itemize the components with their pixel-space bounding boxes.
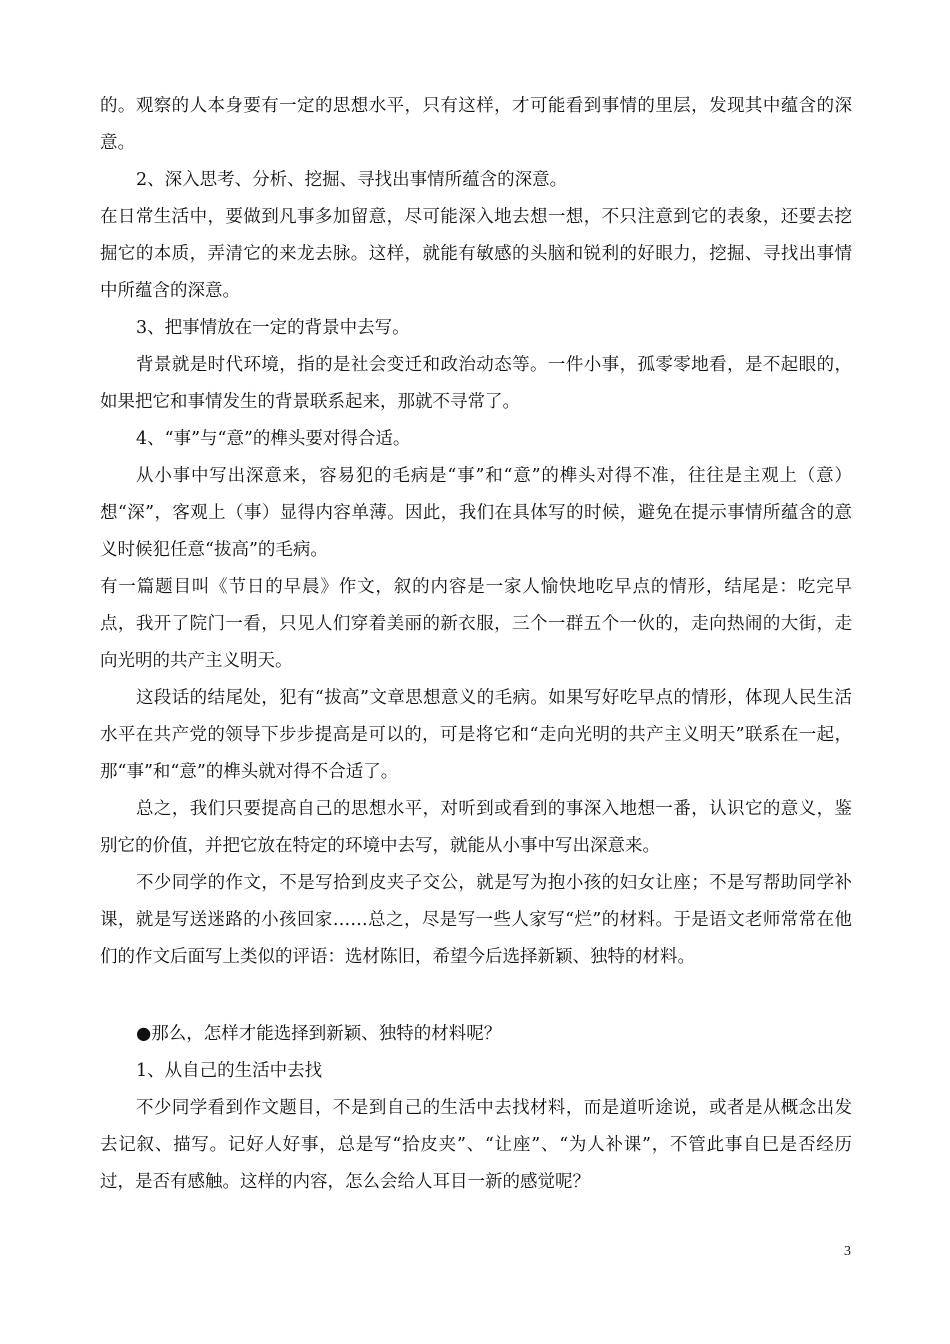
document-body [100,88,852,1201]
paragraph-background: 背景就是时代环境，指的是社会变迁和政治动态等。一件小事，孤零零地看，是不起眼的，如果把它和事情发生的背景联系起来，那就不寻常了。 [100,355,852,412]
heading-question: ●那么，怎样才能选择到新颖、独特的材料呢？ [136,1024,502,1044]
heading-point-3: 3、把事情放在一定的背景中去写。 [136,318,410,338]
paragraph-old-materials: 不少同学的作文，不是写拾到皮夹子交公，就是写为抱小孩的妇女让座；不是写帮助同学补课，就是写送迷路的小孩回家……总之，尽是写一些人家写“烂”的材料。于是语文老师常常在他们的作文后面写上类似的评语：选材陈旧，希望今后选择新颖、独特的材料。 [100,873,852,967]
paragraph-hearsay: 不少同学看到作文题目，不是到自己的生活中去找材料，而是道听途说，或者是从概念出发去记叙、描写。记好人好事，总是写“拾皮夹”、“让座”、“为人补课”，不管此事自巳是否经历过，是否有感触。这样的内容，怎么会给人耳目一新的感觉呢？ [100,1098,852,1192]
heading-point-2: 2、深入思考、分析、挖掘、寻找出事情所蕴含的深意。 [136,170,568,190]
paragraph-summary: 总之，我们只要提高自己的思想水平，对听到或看到的事深入地想一番，认识它的意义，鉴别它的价值，并把它放在特定的环境中去写，就能从小事中写出深意来。 [100,799,852,856]
paragraph-observation-end: 的。观察的人本身要有一定的思想水平，只有这样，才可能看到事情的里层，发现其中蕴含的深意。 [100,96,852,153]
paragraph-daily-life: 在日常生活中，要做到凡事多加留意，尽可能深入地去想一想，不只注意到它的表象，还要去挖掘它的本质，弄清它的来龙去脉。这样，就能有敏感的头脑和锐利的好眼力，挖掘、寻找出事情中所蕴含的深意。 [100,207,852,301]
heading-point-1-own-life: 1、从自己的生活中去找 [136,1061,323,1081]
paragraph-example-essay: 有一篇题目叫《节日的早晨》作文，叙的内容是一家人愉快地吃早点的情形，结尾是：吃完早点，我开了院门一看，只见人们穿着美丽的新衣服，三个一群五个一伙的，走向热闹的大街，走向光明的共产主义明天。 [100,577,852,671]
paragraph-example-analysis: 这段话的结尾处，犯有“拔高”文章思想意义的毛病。如果写好吃早点的情形，体现人民生活水平在共产党的领导下步步提高是可以的，可是将它和“走向光明的共产主义明天”联系在一起，那“事”和“意”的榫头就对得不合适了。 [100,688,852,782]
section-gap [100,976,852,1016]
paragraph-common-mistake: 从小事中写出深意来，容易犯的毛病是“事”和“意”的榫头对得不准，往往是主观上（意）想“深”，客观上（事）显得内容单薄。因此，我们在具体写的时候，避免在提示事情所蕴含的意义时候犯任意“拔高”的毛病。 [100,466,852,560]
heading-point-4: 4、“事”与“意”的榫头要对得合适。 [136,429,411,449]
page-number: 3 [844,1244,851,1259]
